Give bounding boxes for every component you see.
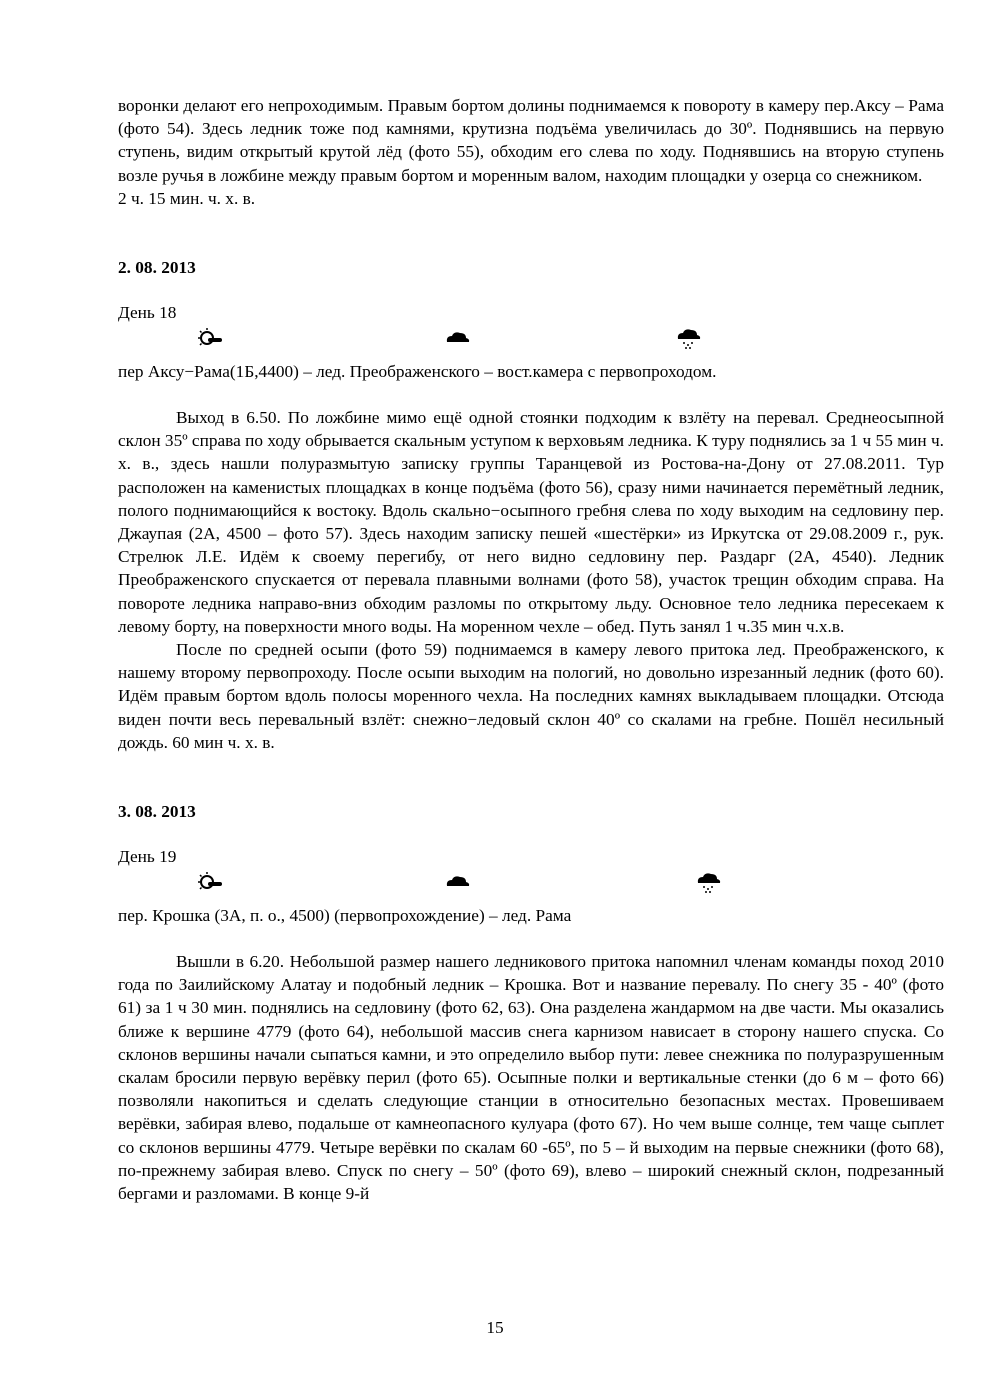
paragraph-day18-2: После по средней осыпи (фото 59) поднимаемся в камеру левого притока лед. Преображенского, к нашему второму первопроходу. После осыпи выходим на пологий, но довольно изрезанный ледник (фото 60). Идём правым бортом вдоль полосы моренного чехла. На последних камнях выкладываем площадки. Отсюда виден почти весь перевальный взлёт: снежно−ледовый склон 40º со скалами на гребне. Пошёл несильный дождь. 60 мин ч. х. в. xyxy=(118,640,944,752)
day-label-19: День 19 xyxy=(118,847,177,867)
paragraph-day18-1: Выход в 6.50. По ложбине мимо ещё одной стоянки подходим к взлёту на перевал. Среднеосыпной склон 35º справа по ходу обрывается скальным уступом к верховьям ледника. К туру поднялись за 1 ч 55 мин ч. х. в., здесь нашли полуразмытую записку группы Таранцевой из Ростова-на-Дону от 27.08.2011. Тур расположен на каменистых площадках в конце подъёма (фото 56), сразу ними начинается перемётный ледник, полого поднимающийся к востоку. Вдоль скально−осыпного гребня слева по ходу выходим на седловину пер. Джаупая (2А, 4500 – фото 57). Здесь находим записку пешей «шестёрки» из Иркутска от 29.08.2009 г., рук. Стрелюк Л.Е. Идём к своему перегибу, от него видно седловину пер. Раздарг (2А, 4540). Ледник Преображенского спускается от перевала плавными волнами (фото 58), участок трещин обходим справа. На повороте ледника направо-вниз обходим разломы по открытому льду. Основное тело ледника пересекаем к левому борту, на поверхности много воды. На моренном чехле – обед. Путь занял 1 ч.35 мин ч.х.в. xyxy=(118,408,944,636)
rain-cloud-icon xyxy=(674,326,704,350)
date-heading-day18: 2. 08. 2013 xyxy=(118,258,196,278)
cloud-icon xyxy=(442,326,472,350)
day-label-18: День 18 xyxy=(118,303,177,323)
top-paragraph: воронки делают его непроходимым. Правым бортом долины поднимаемся к повороту в камеру пер.Аксу – Рама (фото 54). Здесь ледник тоже под камнями, крутизна подъёма увеличилась до 30º. Поднявшись на первую ступень, видим открытый крутой лёд (фото 55), обходим его слева по ходу. Поднявшись на вторую ступень возле ручья в ложбине между правым бортом и моренным валом, находим площадки у озерца со снежником. xyxy=(118,96,944,185)
route-day18: пер Аксу−Рама(1Б,4400) – лед. Преображенского – вост.камера с первопроходом. xyxy=(118,362,717,382)
page-number: 15 xyxy=(486,1318,504,1337)
paragraph-day19-1: Вышли в 6.20. Небольшой размер нашего ледникового притока напомнил членам команды поход 2010 года по Заилийскому Алатау и подобный ледник – Крошка. Вот и название перевалу. По снегу 35 - 40º (фото 61) за 1 ч 30 мин. поднялись на седловину (фото 62, 63). Она разделена жандармом на две части. Мы оказались ближе к вершине 4779 (фото 64), небольшой массив снега карнизом нависает в сторону нашего спуска. Со склонов вершины начали сыпаться камни, и это определило выбор пути: левее снежника по полуразрушенным скалам бросили первую верёвку перил (фото 65). Осыпные полки и вертикальные стенки (до 6 м – фото 66) позволяли накопиться и сделать следующие станции в относительно безопасных местах. Провешиваем верёвки, забирая влево, подальше от камнеопасного кулуара (фото 67). Но чем выше солнце, тем чаще сыплет со склонов вершины 4779. Четыре верёвки по скалам 60 -65º, по 5 – й выходим на первые снежники (фото 68), по-прежнему забирая влево. Спуск по снегу – 50º (фото 69), влево – широкий снежный склон, подрезанный бергами и разломами. В конце 9-й xyxy=(118,952,944,1204)
sun-cloud-icon xyxy=(196,326,226,350)
weather-row-day19 xyxy=(118,868,944,900)
top-time: 2 ч. 15 мин. ч. х. в. xyxy=(118,188,256,208)
route-day19: пер. Крошка (3А, п. о., 4500) (первопрохождение) – лед. Рама xyxy=(118,906,572,926)
sun-cloud-icon xyxy=(196,870,226,894)
weather-row-day18 xyxy=(118,324,944,356)
document-page xyxy=(118,94,944,1205)
rain-cloud-icon xyxy=(694,870,724,894)
cloud-icon xyxy=(442,870,472,894)
date-heading-day19: 3. 08. 2013 xyxy=(118,802,196,822)
